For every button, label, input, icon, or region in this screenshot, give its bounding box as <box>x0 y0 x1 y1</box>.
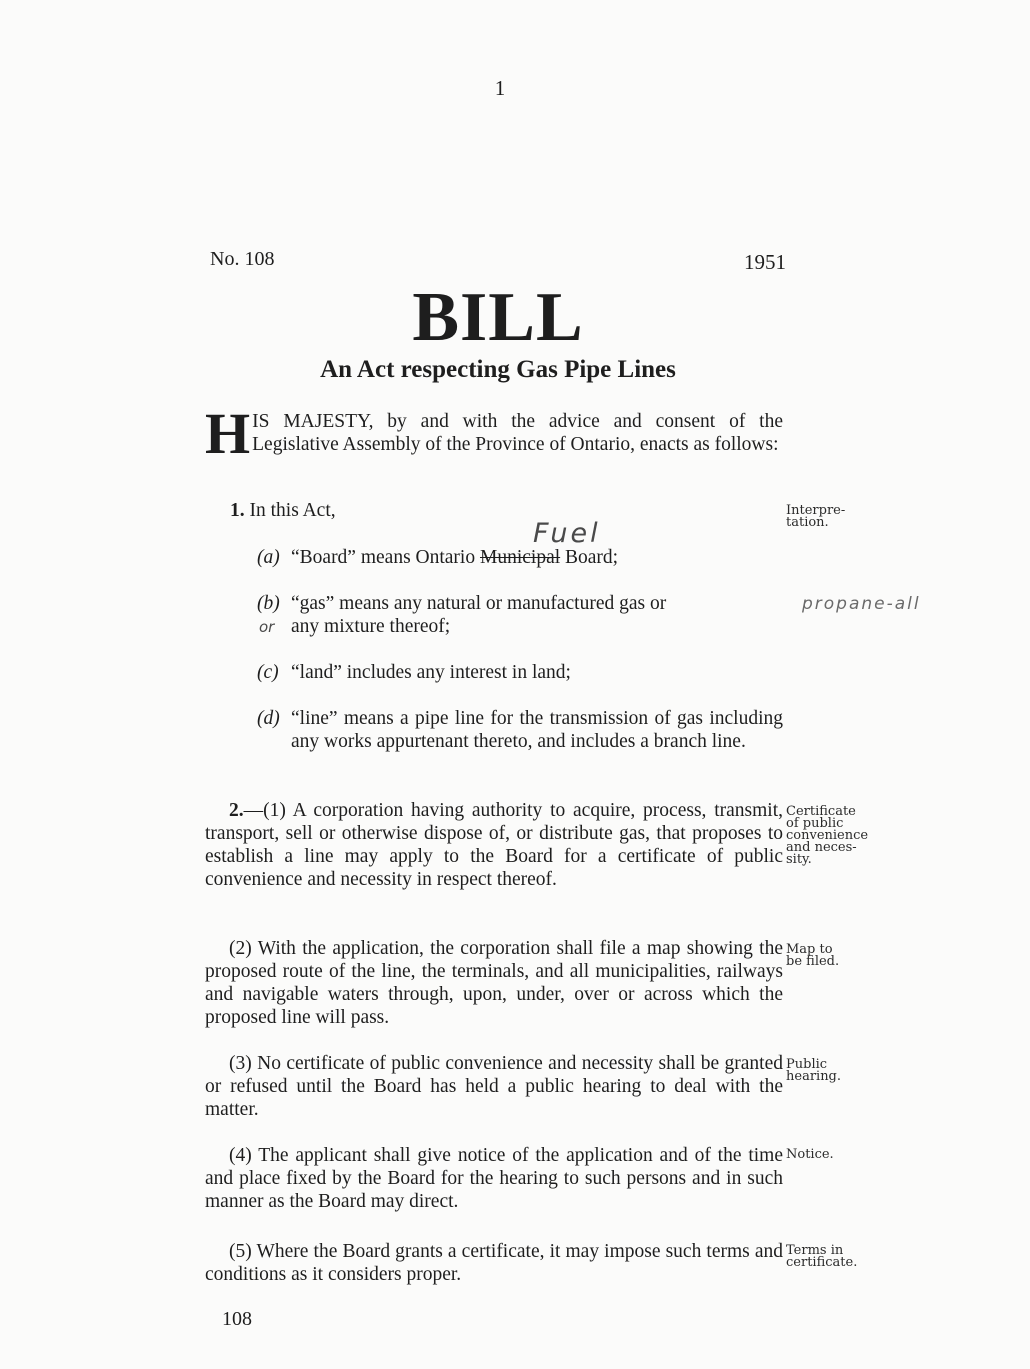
handwritten-annotation-propane: propane-all <box>802 594 921 614</box>
section-2-subsection-5: (5) Where the Board grants a certificate, it may impose such terms and conditions as it considers proper. <box>205 1241 783 1285</box>
clause-a-text-after: Board; <box>560 547 619 568</box>
bill-year: 1951 <box>744 250 786 274</box>
bill-subtitle: An Act respecting Gas Pipe Lines <box>320 356 676 383</box>
footer-number: 108 <box>222 1308 252 1330</box>
section-2-1-text: A corporation having authority to acquire, process, transmit, transport, sell or otherwise dispose of, or distribute gas, that proposes to establish a line may apply to the Board for a certificate of public convenience and necessity in respect thereof. <box>205 800 783 890</box>
section-2-subsection-4: (4) The applicant shall give notice of the application and of the time and place fixed by the Board for the hearing to such persons and in such manner as the Board may direct. <box>205 1145 783 1212</box>
clause-c-label: (c) <box>257 662 279 683</box>
section-2-number: 2. <box>229 800 244 821</box>
preamble-text: IS MAJESTY, by and with the advice and consent of the Legislative Assembly of the Province of Ontario, enacts as follows: <box>252 411 783 455</box>
section-1-number: 1. <box>230 500 245 521</box>
bill-title: BILL <box>412 279 584 356</box>
clause-c <box>257 661 783 684</box>
section-2-subsection-3: (3) No certificate of public convenience and necessity shall be granted or refused until the Board has held a public hearing to deal with the matter. <box>205 1053 783 1120</box>
margin-note-notice: Notice. <box>786 1147 834 1162</box>
clause-d <box>257 707 783 753</box>
clause-b-continuation: any mixture thereof; <box>291 616 451 637</box>
section-2-1-lead: —(1) <box>243 800 293 821</box>
clause-a-text-before: “Board” means Ontario <box>291 547 480 568</box>
section-2-subsection-2: (2) With the application, the corporation shall file a map showing the proposed route of the line, the terminals, and all municipalities, railways and navigable waters through, upon, under, over or across which the proposed line will pass. <box>205 938 783 1028</box>
margin-note-map: Map to be filed. <box>786 942 840 969</box>
clause-a-struck-word: Municipal <box>479 547 561 568</box>
margin-note-certificate: Certificate of public convenience and neces- sity. <box>786 804 869 867</box>
clause-d-text: “line” means a pipe line for the transmission of gas including any works appurtenant thereto, and includes a branch line. <box>291 708 783 752</box>
clause-b-text: “gas” means any natural or manufactured gas or <box>291 593 667 614</box>
section-1-text: In this Act, <box>249 500 336 521</box>
margin-note-public-hearing: Public hearing. <box>786 1057 842 1084</box>
preamble-dropcap: H <box>205 401 251 466</box>
clause-a-label: (a) <box>257 547 280 568</box>
clause-b <box>257 592 783 638</box>
clause-c-text: “land” includes any interest in land; <box>291 662 571 683</box>
clause-d-label: (d) <box>257 708 280 729</box>
section-2-subsection-1 <box>205 799 783 891</box>
page-number: 1 <box>494 76 506 100</box>
clause-b-label: (b) <box>257 593 280 614</box>
preamble <box>205 401 783 466</box>
handwritten-annotation-fuel: Fuel <box>533 518 601 549</box>
handwritten-annotation-or: or <box>259 618 275 636</box>
margin-note-interpretation: Interpre- tation. <box>786 503 846 530</box>
margin-note-terms: Terms in certificate. <box>786 1243 858 1270</box>
bill-number: No. 108 <box>210 248 275 270</box>
clause-a <box>257 546 783 569</box>
